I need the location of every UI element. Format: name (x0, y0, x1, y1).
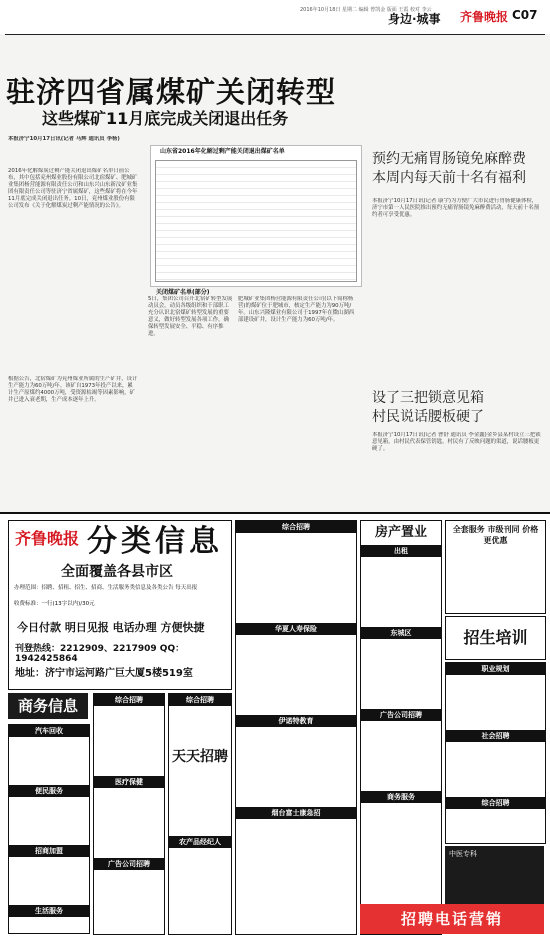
middle-ads (168, 693, 232, 935)
brand-logo-icon: 齐鲁晚报 (460, 10, 509, 24)
ad-block-header: 农产品经纪人 (169, 836, 231, 848)
right-headline-1: 预约无痛胃肠镜免麻醉费 本周内每天前十名有福利 (372, 151, 526, 186)
ad-price: 收费标准：一行(13字以内)/30元 (14, 601, 95, 607)
business-info-title: 商务信息 (17, 697, 78, 715)
table-note: 关闭煤矿名单(部分) (156, 289, 210, 296)
real-estate-ads (360, 520, 442, 935)
header-divider (5, 34, 545, 35)
rate-ad (445, 520, 546, 614)
ad-block-header: 职业规划 (446, 663, 545, 675)
recruit-call-banner (360, 904, 544, 934)
page-meta: 2016年10月18日 星期二 编辑 曾凯金 版面 王霞 校对 李云 (300, 7, 432, 13)
ad-coverage: 全面覆盖各县市区 (61, 564, 173, 580)
article-headline: 驻济四省属煤矿关闭转型 (6, 75, 337, 109)
daily-recruit-title: 天天招聘 (172, 749, 228, 765)
ad-block-header: 综合招聘 (94, 694, 164, 706)
ad-block-header: 医疗保健 (94, 776, 164, 788)
rate-ad-title: 全套服务 市级刊同 价格更优惠 (452, 525, 539, 545)
classified-main-ad (8, 520, 232, 690)
business-info-banner (8, 693, 88, 719)
ad-block-header: 生活服务 (9, 905, 89, 917)
article-column-4: 肥城矿业集团杨营能源有限责任公司(以下简称杨营)的煤矿位于肥城市，核定生产能力为90万吨/年。山东兴隆煤业有限公司于1997年在微山湖西部建设矿井，设计生产能力为60万吨/年。 (238, 296, 355, 324)
ad-block-header: 广告公司招聘 (361, 709, 441, 721)
training-title-box (445, 616, 546, 660)
page-number: C07 (512, 8, 538, 22)
right-column-ads (445, 662, 546, 844)
article-column-2: 根据公告，北宿煤矿为兖州煤业所属的生产矿井，设计生产能力为60万吨/年。该矿自1973年投产以来，累计生产原煤约4000万吨，受资源枯竭等因素影响，矿井已进入衰老期，生产成本逐年上升。 (8, 376, 138, 404)
center-ads (235, 520, 357, 935)
small-ad-column (8, 724, 90, 934)
ad-block-header: 出租 (361, 545, 441, 557)
ad-slogan: 今日付款 明日见报 电话办理 方便快捷 (17, 621, 205, 634)
right-article-1: 本报济宁10月17日讯(记者 康宇)为方便广大市民进行胃肠健康体检，济宁市第一人民医院推出预约无痛胃肠镜免麻醉费活动，每天前十名预约者可享受优惠。 (372, 198, 540, 219)
ad-block-header: 综合招聘 (236, 521, 356, 533)
training-title: 招生培训 (463, 628, 528, 647)
coal-mine-table (150, 145, 362, 287)
ad-block-header: 汽车回收 (9, 725, 89, 737)
ad-phone: 刊登热线：2212909、2217909 QQ：1942425864 (15, 644, 185, 664)
middle-left-ads (93, 693, 165, 935)
ad-block-header: 招商加盟 (9, 845, 89, 857)
table-title: 山东省2016年化解过剩产能关闭退出煤矿名单 (160, 148, 285, 155)
ad-block-header: 东城区 (361, 627, 441, 639)
real-estate-title: 房产置业 (374, 525, 427, 540)
article-column-3: 5日，集团公司召开北宿矿转型发展动员会，动员各级组织和干部职工充分认识北宿煤矿转型发展的重要意义，做好转型发展各项工作，确保转型发展安全、平稳、有序推进。 (148, 296, 233, 338)
ad-address: 地址：济宁市运河路广巨大厦5楼519室 (15, 668, 193, 679)
table-grid (155, 160, 357, 282)
ad-block-header: 华夏人寿保险 (236, 623, 356, 635)
ad-block-header: 广告公司招聘 (94, 858, 164, 870)
ad-services: 办理范围：招聘、招租、招生、招商、生活服务类信息及各类公告 每天出报 (14, 585, 198, 591)
ad-block-header: 商务服务 (361, 791, 441, 803)
article-subhead: 这些煤矿11月底完成关闭退出任务 (42, 109, 289, 128)
article-byline: 本报济宁10月17日讯(记者 马辉 通讯员 李杨) (8, 136, 120, 142)
ad-block-header: 伊诺特教育 (236, 715, 356, 727)
right-headline-2: 设了三把锁意见箱 村民说话腰板硬了 (372, 390, 484, 425)
ad-block-header: 综合招聘 (446, 797, 545, 809)
ad-block-header: 社会招聘 (446, 730, 545, 742)
right-article-2: 本报济宁10月17日讯(记者 曹舒 通讯员 李金鑫)金乡县某村设立三把锁意见箱，由村民代表保管钥匙，村民有了反映问题的渠道，说话腰板更硬了。 (372, 432, 541, 453)
article-column-1: 2016年化解煤炭过剩产能关闭退出煤矿名单日前公布，其中包括兖州煤业股份有限公司北宿煤矿、肥城矿业集团杨营能源有限责任公司和山东兴山东新汶矿业集团有限责任公司等驻济宁省属煤矿，这些煤矿将在今年11月底完成关闭退出任务。10日，兖州煤业股份有限公司发布《关于化解煤炭过剩产能情况的公告》。 (8, 168, 138, 210)
ad-block-header: 烟台富士康急招 (236, 807, 356, 819)
ad-block-header: 便民服务 (9, 785, 89, 797)
hospital-ad-text: 中医专科 (449, 850, 477, 858)
ad-brand-logo: 齐鲁晚报 (15, 529, 80, 548)
recruit-call-title: 招聘电话营销 (400, 910, 503, 928)
section-title: 身边·城事 (388, 12, 441, 26)
ad-main-title: 分类信息 (87, 524, 223, 559)
ad-block-header: 综合招聘 (169, 694, 231, 706)
